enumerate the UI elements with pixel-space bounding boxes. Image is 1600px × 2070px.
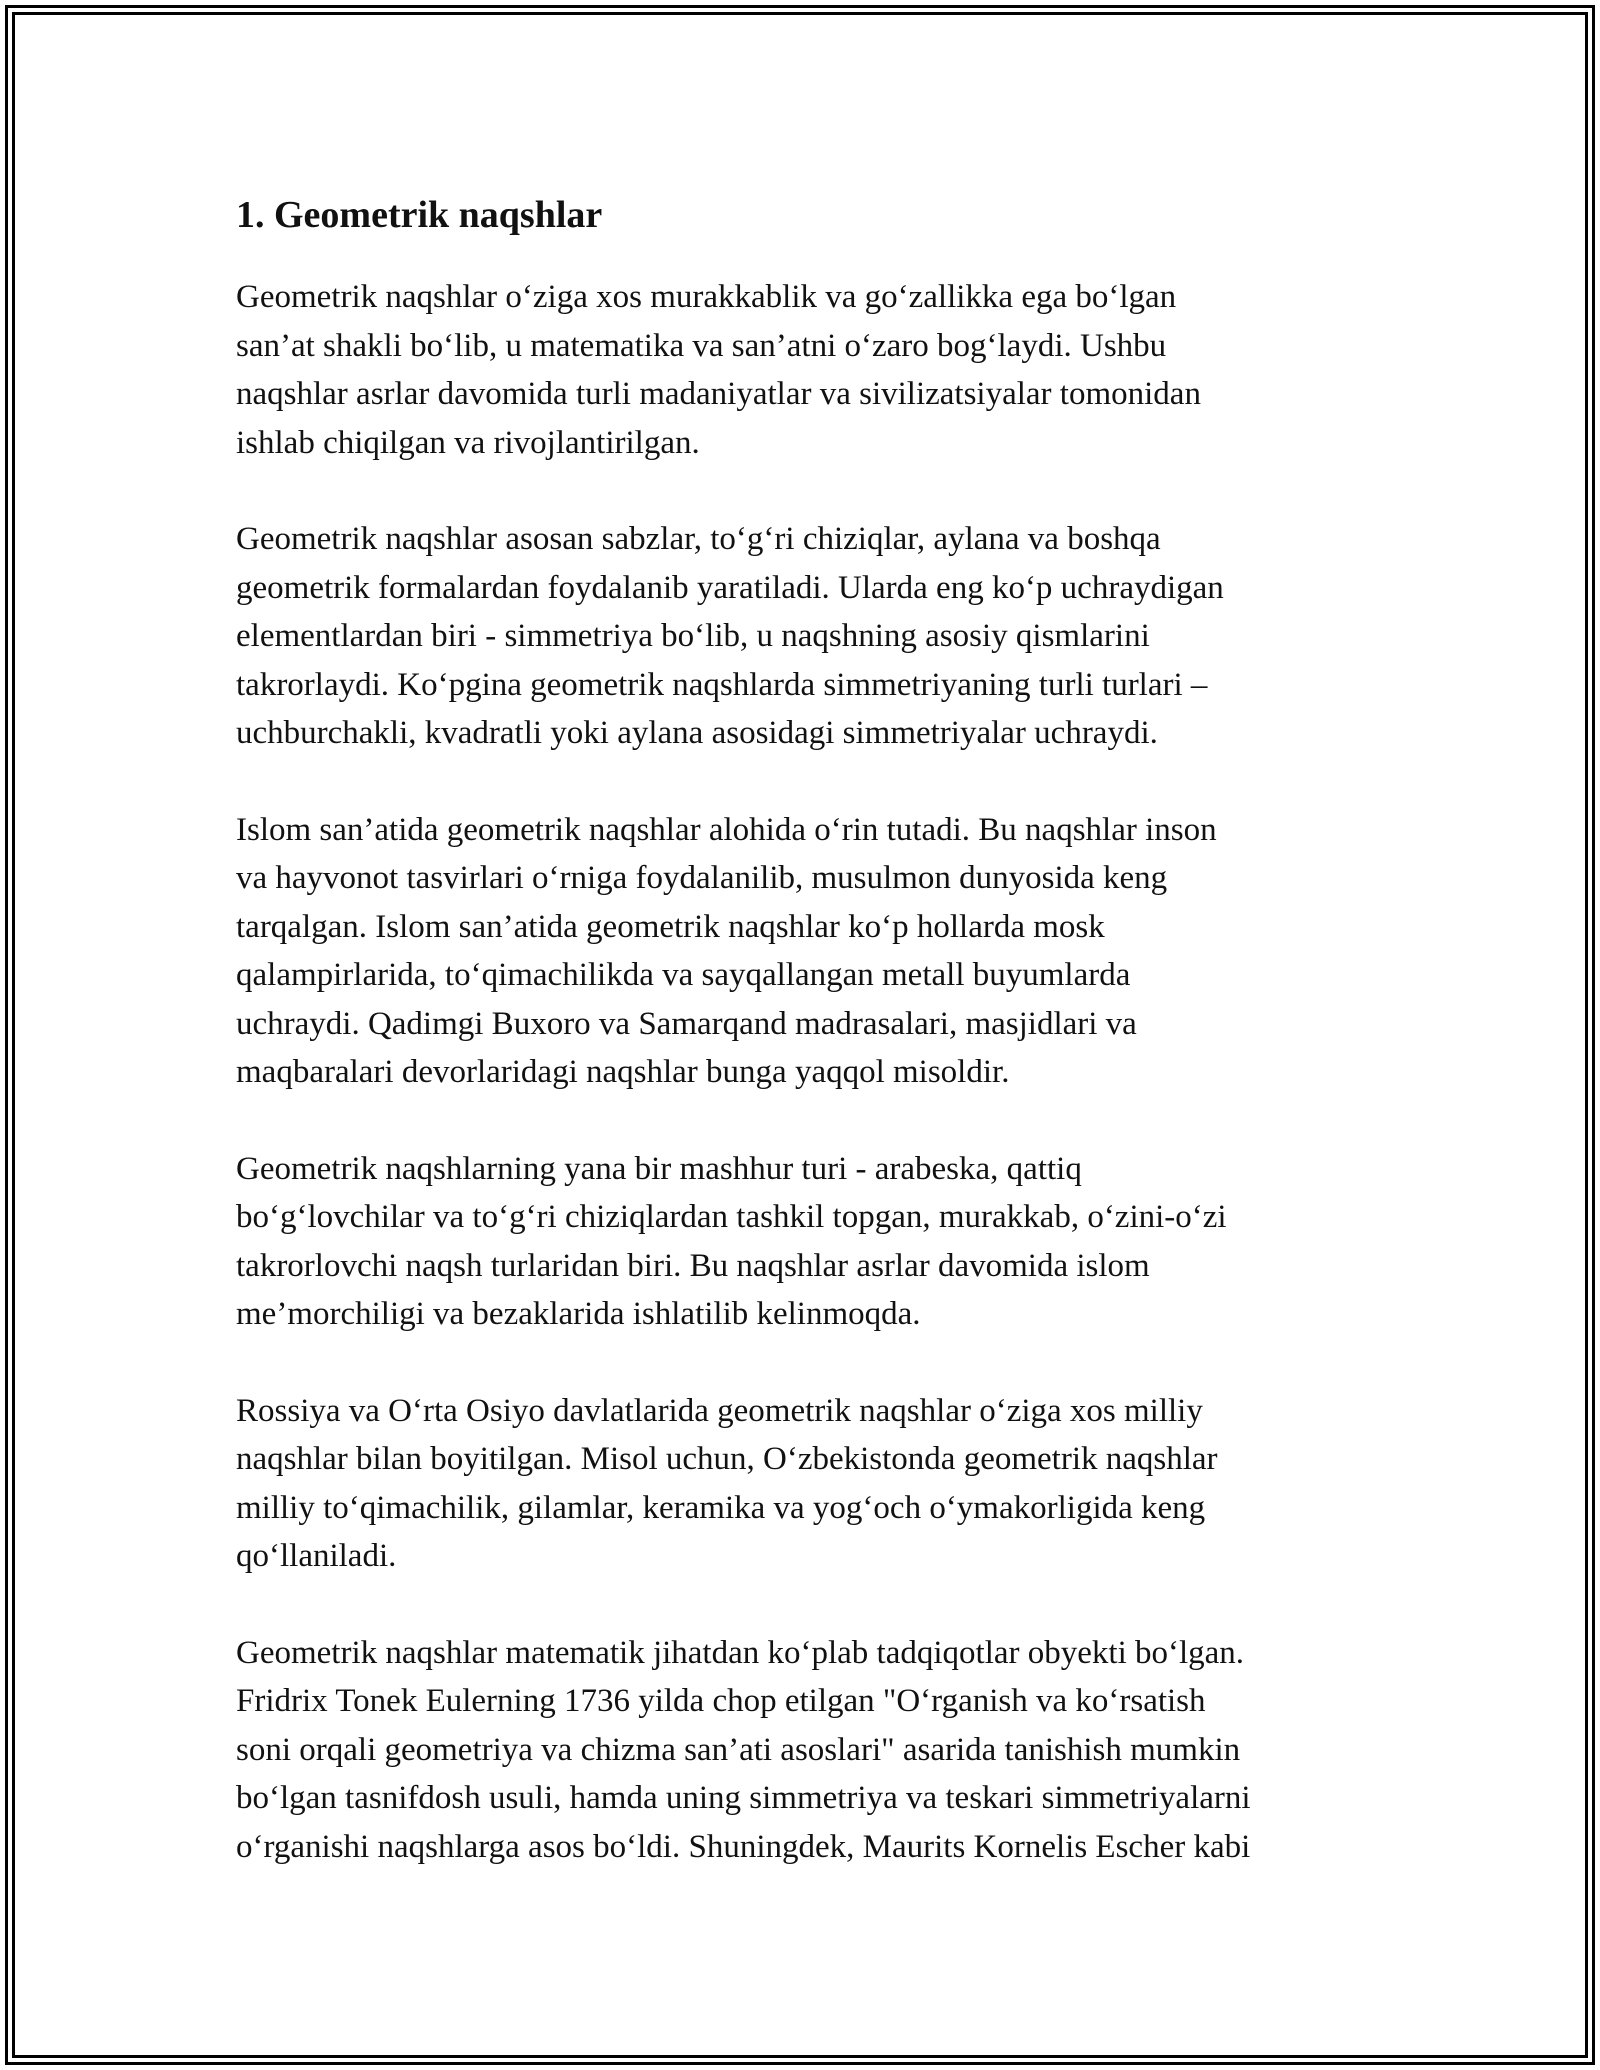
text-line: soni orqali geometriya va chizma san’ati asoslari" asarida tanishish mumkin [236, 1731, 1241, 1768]
section-heading: 1. Geometrik naqshlar [236, 194, 603, 236]
paragraph-islamic-art [236, 806, 1376, 1097]
paragraph-forms [236, 515, 1376, 758]
text-line: uchburchakli, kvadratli yoki aylana asosidagi simmetriyalar uchraydi. [236, 715, 1158, 751]
document-body [236, 187, 1376, 1919]
text-line: tarqalgan. Islom san’atida geometrik naqshlar ko‘p hollarda mosk [236, 908, 1105, 945]
text-line: qo‘llaniladi. [236, 1538, 397, 1574]
paragraph-mathematics [236, 1629, 1376, 1872]
text-line: takrorlovchi naqsh turlaridan biri. Bu naqshlar asrlar davomida islom [236, 1247, 1150, 1284]
text-line: maqbaralari devorlaridagi naqshlar bunga yaqqol misoldir. [236, 1054, 1010, 1090]
text-line: me’morchiligi va bezaklarida ishlatilib kelinmoqda. [236, 1296, 921, 1332]
text-line: ishlab chiqilgan va rivojlantirilgan. [236, 424, 700, 461]
text-line: milliy to‘qimachilik, gilamlar, keramika va yog‘och o‘ymakorligida keng [236, 1489, 1206, 1526]
paragraph-central-asia [236, 1387, 1376, 1581]
text-line: Geometrik naqshlar matematik jihatdan ko‘plab tadqiqotlar obyekti bo‘lgan. [236, 1634, 1245, 1671]
text-line: va hayvonot tasvirlari o‘rniga foydalanilib, musulmon dunyosida keng [236, 860, 1168, 896]
text-line: Geometrik naqshlar o‘ziga xos murakkablik va go‘zallikka ega bo‘lgan [236, 279, 1177, 315]
text-line: Fridrix Tonek Eulerning 1736 yilda chop etilgan "O‘rganish va ko‘rsatish [236, 1683, 1206, 1719]
text-line: Geometrik naqshlar asosan sabzlar, to‘g‘ri chiziqlar, aylana va boshqa [236, 521, 1161, 557]
text-line: takrorlaydi. Ko‘pgina geometrik naqshlarda simmetriyaning turli turlari – [236, 666, 1208, 703]
text-line: naqshlar asrlar davomida turli madaniyatlar va sivilizatsiyalar tomonidan [236, 376, 1201, 412]
text-line: uchraydi. Qadimgi Buxoro va Samarqand madrasalari, masjidlari va [236, 1005, 1137, 1042]
text-line: naqshlar bilan boyitilgan. Misol uchun, O‘zbekistonda geometrik naqshlar [236, 1441, 1218, 1477]
text-line: Islom san’atida geometrik naqshlar alohida o‘rin tutadi. Bu naqshlar inson [236, 811, 1217, 848]
text-line: Rossiya va O‘rta Osiyo davlatlarida geometrik naqshlar o‘ziga xos milliy [236, 1392, 1203, 1429]
paragraph-intro [236, 273, 1376, 467]
text-line: qalampirlarida, to‘qimachilikda va sayqallangan metall buyumlarda [236, 957, 1131, 993]
text-line: Geometrik naqshlarning yana bir mashhur turi - arabeska, qattiq [236, 1150, 1082, 1187]
text-line: geometrik formalardan foydalanib yaratiladi. Ularda eng ko‘p uchraydigan [236, 569, 1224, 606]
text-line: o‘rganishi naqshlarga asos bo‘ldi. Shuningdek, Maurits Kornelis Escher kabi [236, 1828, 1251, 1865]
text-line: bo‘lgan tasnifdosh usuli, hamda uning simmetriya va teskari simmetriyalarni [236, 1780, 1251, 1816]
text-line: san’at shakli bo‘lib, u matematika va san’atni o‘zaro bog‘laydi. Ushbu [236, 327, 1167, 364]
paragraph-arabesque [236, 1145, 1376, 1339]
text-line: bo‘g‘lovchilar va to‘g‘ri chiziqlardan tashkil topgan, murakkab, o‘zini-o‘zi [236, 1199, 1227, 1235]
text-line: elementlardan biri - simmetriya bo‘lib, u naqshning asosiy qismlarini [236, 618, 1150, 654]
